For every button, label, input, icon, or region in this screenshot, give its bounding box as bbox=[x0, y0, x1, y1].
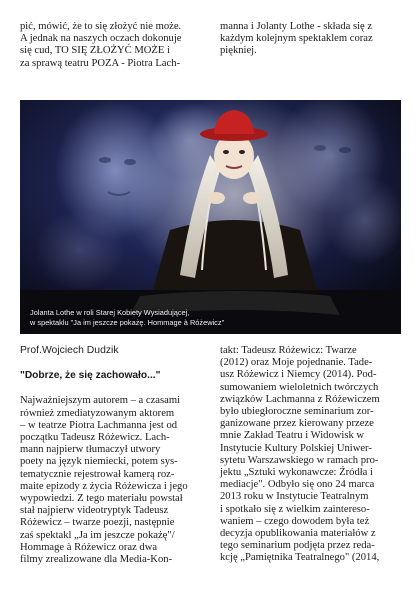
text-line: poety na język niemiecki, potem sys- bbox=[20, 456, 178, 468]
text-line: wypowiedzi. Z tego materiału powstał bbox=[20, 493, 183, 505]
text-line: ganizowane przez kierowany przeze bbox=[220, 418, 374, 430]
text-line: sumowaniem wieloletnich twórczych bbox=[220, 381, 379, 393]
text-line: mann najpierw tłumaczył utwory bbox=[20, 444, 161, 456]
text-line: Hommage à Różewicz oraz dwa bbox=[20, 541, 158, 553]
text-line: piękniej. bbox=[220, 45, 257, 57]
text-line: (2012) oraz Moje pojednanie. Tade- bbox=[220, 357, 373, 369]
text-line: manna i Jolanty Lothe - składa się z bbox=[220, 21, 373, 32]
text-line: sytetu Warszawskiego w ramach pro- bbox=[220, 454, 379, 466]
text-line: się cud, TO SIĘ ZŁOŻYĆ MOŻE i bbox=[20, 45, 170, 57]
article-subheading: "Dobrze, że się zachowało..." bbox=[20, 370, 161, 382]
text-line: filmy zrealizowane dla Media-Kon- bbox=[20, 554, 173, 566]
text-line: maite epizody z życia Różewicza i jego bbox=[20, 480, 188, 492]
text-line: A jednak na naszych oczach dokonuje bbox=[20, 33, 182, 45]
caption-line: w spektaklu "Ja im jeszcze pokażę. Hommage à Różewicz" bbox=[30, 318, 225, 327]
text-line: Instytucie Kultury Polskiej Uniwer- bbox=[220, 442, 372, 454]
bottom-left-column bbox=[20, 345, 197, 566]
text-line: pić, mówić, że to się złożyć nie może. bbox=[20, 21, 182, 32]
text-line: tego seminarium podjęta przez reda- bbox=[220, 540, 375, 552]
text-line: 2013 roku w Instytucie Teatralnym bbox=[220, 491, 369, 503]
text-line: Różewicz – twarze poezji, następnie bbox=[20, 517, 175, 529]
top-right-column bbox=[220, 21, 400, 58]
text-line: stał najpierw videotryptyk Tadeusz bbox=[20, 505, 169, 517]
caption-line: Jolanta Lothe w roli Starej Kobiety Wysiadującej, bbox=[30, 308, 190, 317]
stage-photo bbox=[20, 100, 401, 334]
text-line: waniem – czego dowodem była też bbox=[220, 515, 370, 527]
text-line: zaś spektakl „Ja im jeszcze pokażę"/ bbox=[20, 529, 175, 541]
text-line: związków Lachmanna z Różewiczem bbox=[220, 393, 380, 405]
bottom-right-column bbox=[220, 345, 401, 565]
text-line: jektu „Sztuki wykonawcze: Źródła i bbox=[220, 467, 373, 479]
stage-photo-image bbox=[20, 100, 401, 334]
text-line: było ubiegłoroczne seminarium zor- bbox=[220, 406, 374, 418]
text-line: tematycznie rejestrował kamerą roz- bbox=[20, 468, 175, 480]
text-line: takt: Tadeusz Różewicz: Twarze bbox=[220, 345, 357, 356]
author-name: Prof.Wojciech Dudzik bbox=[20, 345, 119, 356]
text-line: za sprawą teatru POZA - Piotra Lach- bbox=[20, 57, 181, 69]
text-line: decyzja opublikowania materiałów z bbox=[220, 528, 376, 540]
text-line: Najważniejszym autorem – a czasami bbox=[20, 395, 181, 407]
text-line: i spotkało się z wielkim zaintereso- bbox=[220, 503, 370, 515]
text-line: również zmediatyzowanym aktorem bbox=[20, 407, 175, 419]
text-line: początku Tadeusz Różewicz. Lach- bbox=[20, 432, 170, 444]
text-line: kcję „Pamiętnika Teatralnego" (2014, bbox=[220, 552, 380, 564]
photo-caption bbox=[30, 308, 224, 328]
bottom-left-body bbox=[20, 395, 197, 566]
top-left-column bbox=[20, 21, 197, 70]
text-line: mnie Zakład Teatru i Widowisk w bbox=[220, 430, 365, 442]
text-line: mediacje". Odbyło się ono 24 marca bbox=[220, 479, 375, 491]
text-line: każdym kolejnym spektaklem coraz bbox=[220, 33, 373, 45]
text-line: usz Różewicz i Niemcy (2014). Pod- bbox=[220, 369, 377, 381]
text-line: – w teatrze Piotra Lachmanna jest od bbox=[20, 419, 178, 431]
